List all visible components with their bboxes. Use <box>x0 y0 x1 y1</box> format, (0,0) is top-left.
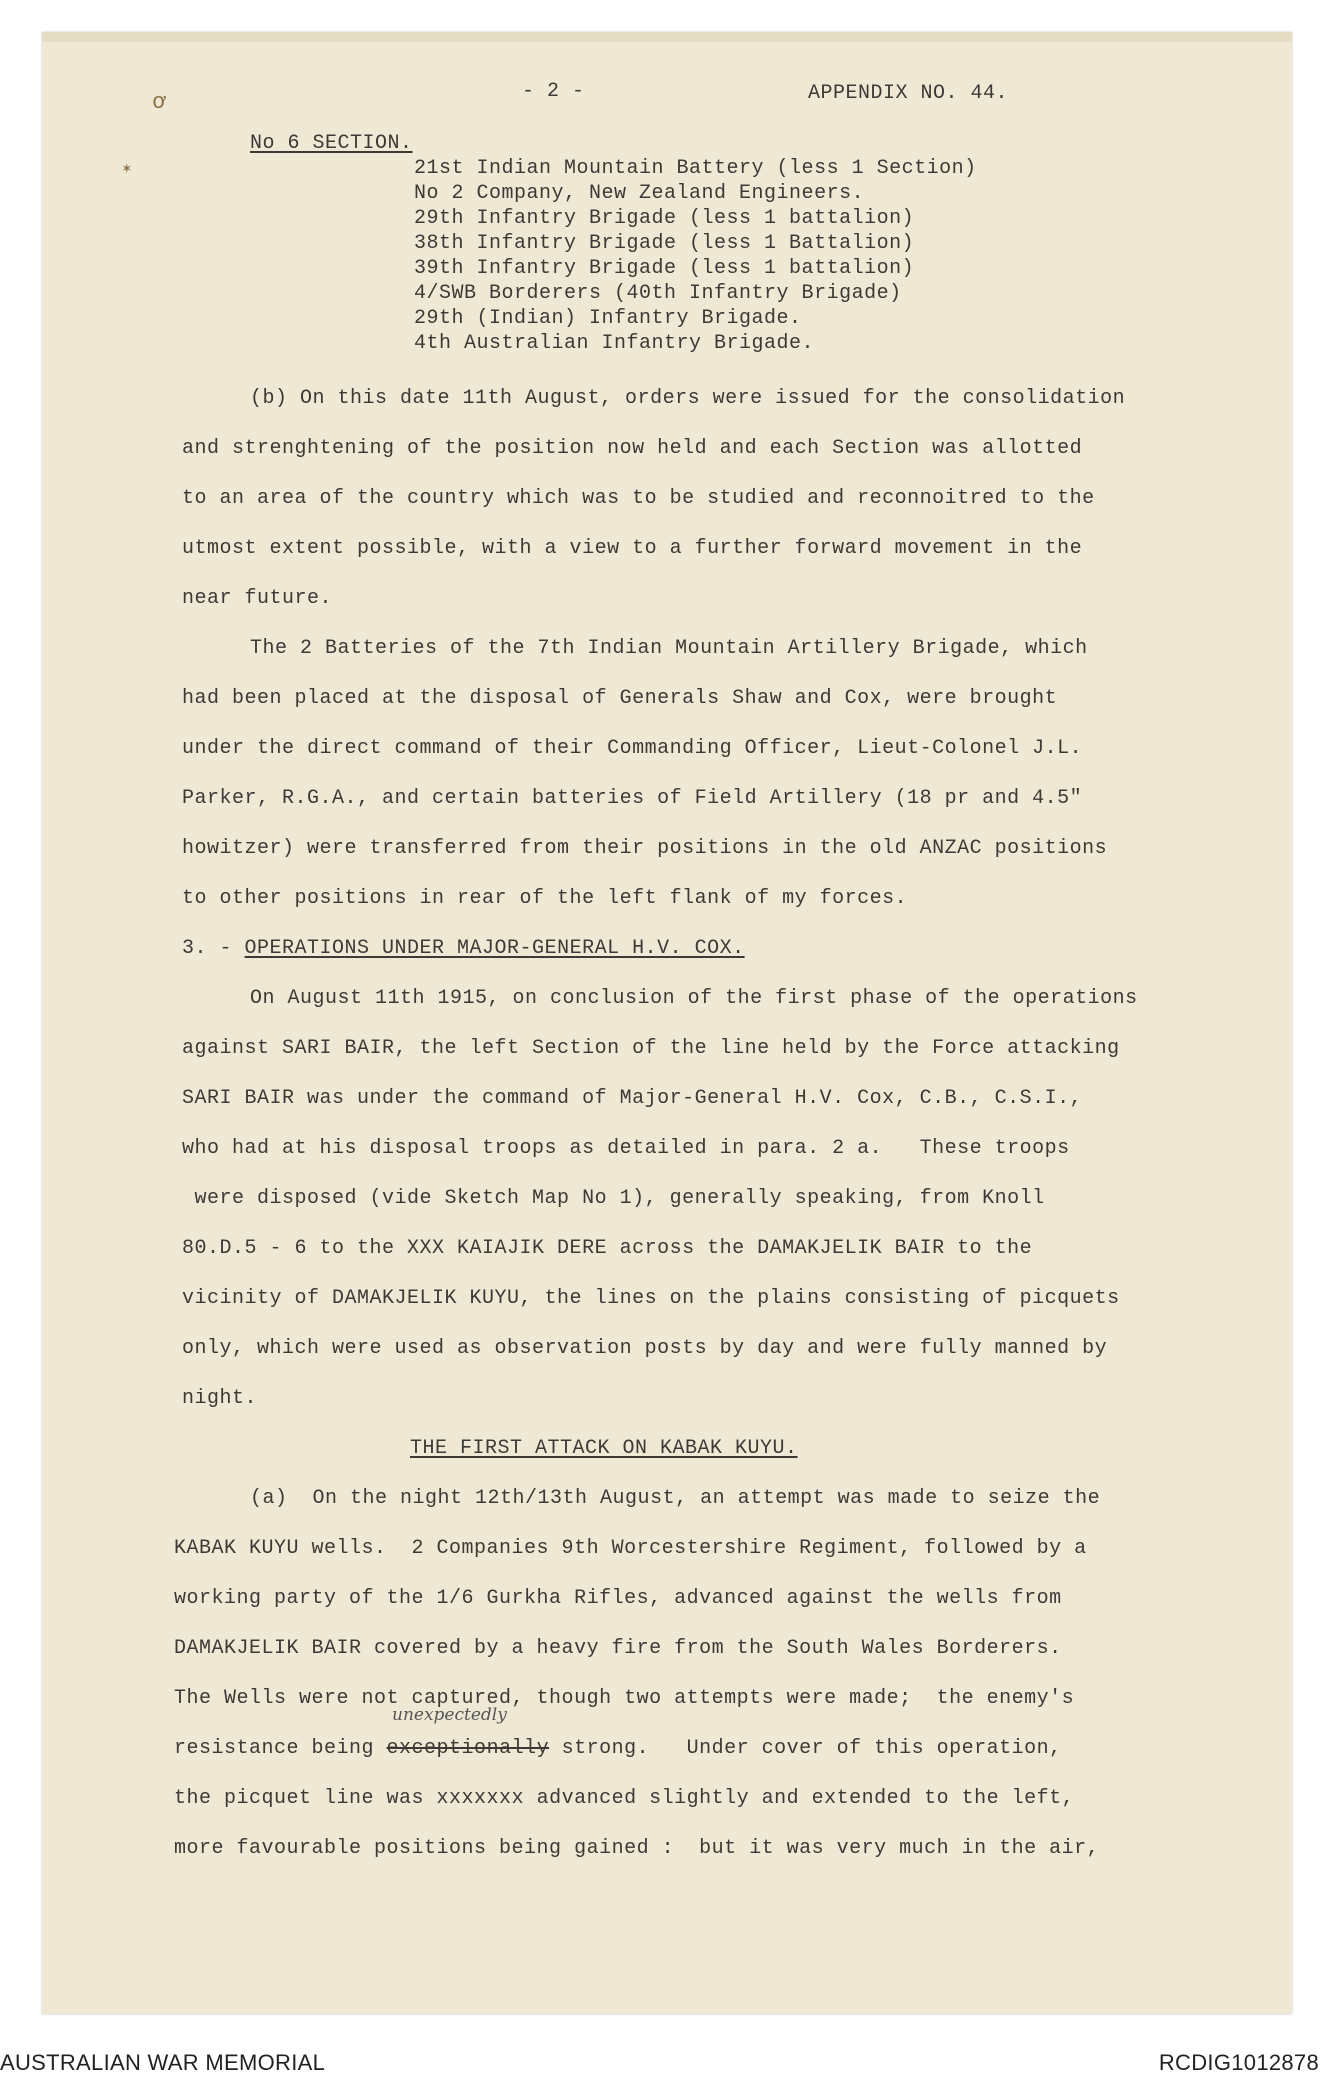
section6-heading: No 6 SECTION. <box>250 132 413 155</box>
section3-line: 80.D.5 - 6 to the XXX KAIAJIK DERE across the DAMAKJELIK BAIR to the <box>182 1237 1033 1260</box>
first-attack-line <box>174 1737 1062 1761</box>
appendix-label: APPENDIX NO. 44. <box>808 82 1009 105</box>
first-attack-line <box>174 1787 1074 1811</box>
section3-heading-text: OPERATIONS UNDER MAJOR-GENERAL H.V. COX. <box>244 937 745 960</box>
para-b-line: and strenghtening of the position now held and each Section was allotted <box>182 437 1083 460</box>
first-attack-line: (a) On the night 12th/13th August, an attempt was made to seize the <box>250 1487 1101 1510</box>
section6-item: 29th Infantry Brigade (less 1 battalion) <box>414 207 915 230</box>
section6-item: 4th Australian Infantry Brigade. <box>414 332 815 355</box>
section3-line: SARI BAIR was under the command of Major-General H.V. Cox, C.B., C.S.I., <box>182 1087 1083 1110</box>
section6-item: 39th Infantry Brigade (less 1 battalion) <box>414 257 915 280</box>
line6-pre: resistance being <box>174 1737 387 1760</box>
first-attack-line: The Wells were not captured, though two attempts were made; the enemy's <box>174 1687 1075 1710</box>
batteries-line: under the direct command of their Commanding Officer, Lieut-Colonel J.L. <box>182 737 1083 760</box>
section6-item: No 2 Company, New Zealand Engineers. <box>414 182 865 205</box>
first-attack-line: DAMAKJELIK BAIR covered by a heavy fire from the South Wales Borderers. <box>174 1637 1062 1660</box>
line6-post: strong. Under cover of this operation, <box>549 1737 1062 1760</box>
line7-pre: the picquet line was <box>174 1787 437 1810</box>
section3-line: On August 11th 1915, on conclusion of the first phase of the operations <box>250 987 1138 1010</box>
struck-word: exceptionally <box>386 1737 550 1760</box>
para-b-line: near future. <box>182 587 333 610</box>
struck-word: xxxxxxx <box>436 1787 525 1810</box>
section3-line: night. <box>182 1387 258 1410</box>
ink-mark: ơ <box>152 90 166 115</box>
handwritten-correction: unexpectedly <box>392 1705 507 1725</box>
batteries-line: howitzer) were transferred from their positions in the old ANZAC positions <box>182 837 1108 860</box>
first-attack-line: more favourable positions being gained : but it was very much in the air, <box>174 1837 1100 1860</box>
section6-item: 21st Indian Mountain Battery (less 1 Section) <box>414 157 977 180</box>
section3-line: only, which were used as observation posts by day and were fully manned by <box>182 1337 1108 1360</box>
section3-heading: 3. - OPERATIONS UNDER MAJOR-GENERAL H.V. COX. <box>182 937 745 960</box>
first-attack-line: KABAK KUYU wells. 2 Companies 9th Worcestershire Regiment, followed by a <box>174 1537 1087 1560</box>
section3-line: were disposed (vide Sketch Map No 1), generally speaking, from Knoll <box>182 1187 1045 1210</box>
page-number: - 2 - <box>522 80 585 103</box>
para-b-line: (b) On this date 11th August, orders were issued for the consolidation <box>250 387 1126 410</box>
section6-item: 38th Infantry Brigade (less 1 Battalion) <box>414 232 915 255</box>
batteries-line: to other positions in rear of the left flank of my forces. <box>182 887 908 910</box>
section3-line: who had at his disposal troops as detailed in para. 2 a. These troops <box>182 1137 1070 1160</box>
footer-source: AUSTRALIAN WAR MEMORIAL <box>0 2050 326 2075</box>
section3-line: vicinity of DAMAKJELIK KUYU, the lines on the plains consisting of picquets <box>182 1287 1120 1310</box>
first-attack-heading: THE FIRST ATTACK ON KABAK KUYU. <box>410 1437 798 1460</box>
section6-item: 4/SWB Borderers (40th Infantry Brigade) <box>414 282 902 305</box>
section6-item: 29th (Indian) Infantry Brigade. <box>414 307 802 330</box>
batteries-line: Parker, R.G.A., and certain batteries of Field Artillery (18 pr and 4.5" <box>182 787 1083 810</box>
para-b-line: utmost extent possible, with a view to a further forward movement in the <box>182 537 1083 560</box>
batteries-line: The 2 Batteries of the 7th Indian Mountain Artillery Brigade, which <box>250 637 1088 660</box>
para-b-line: to an area of the country which was to be studied and reconnoitred to the <box>182 487 1095 510</box>
section3-line: against SARI BAIR, the left Section of the line held by the Force attacking <box>182 1037 1120 1060</box>
batteries-line: had been placed at the disposal of Generals Shaw and Cox, were brought <box>182 687 1058 710</box>
line7-post: advanced slightly and extended to the left, <box>524 1787 1075 1810</box>
paper-top-edge <box>42 32 1292 42</box>
ink-mark-small: ✶ <box>122 160 132 178</box>
first-attack-line: working party of the 1/6 Gurkha Rifles, advanced against the wells from <box>174 1587 1062 1610</box>
footer-id: RCDIG1012878 <box>1158 2050 1319 2075</box>
